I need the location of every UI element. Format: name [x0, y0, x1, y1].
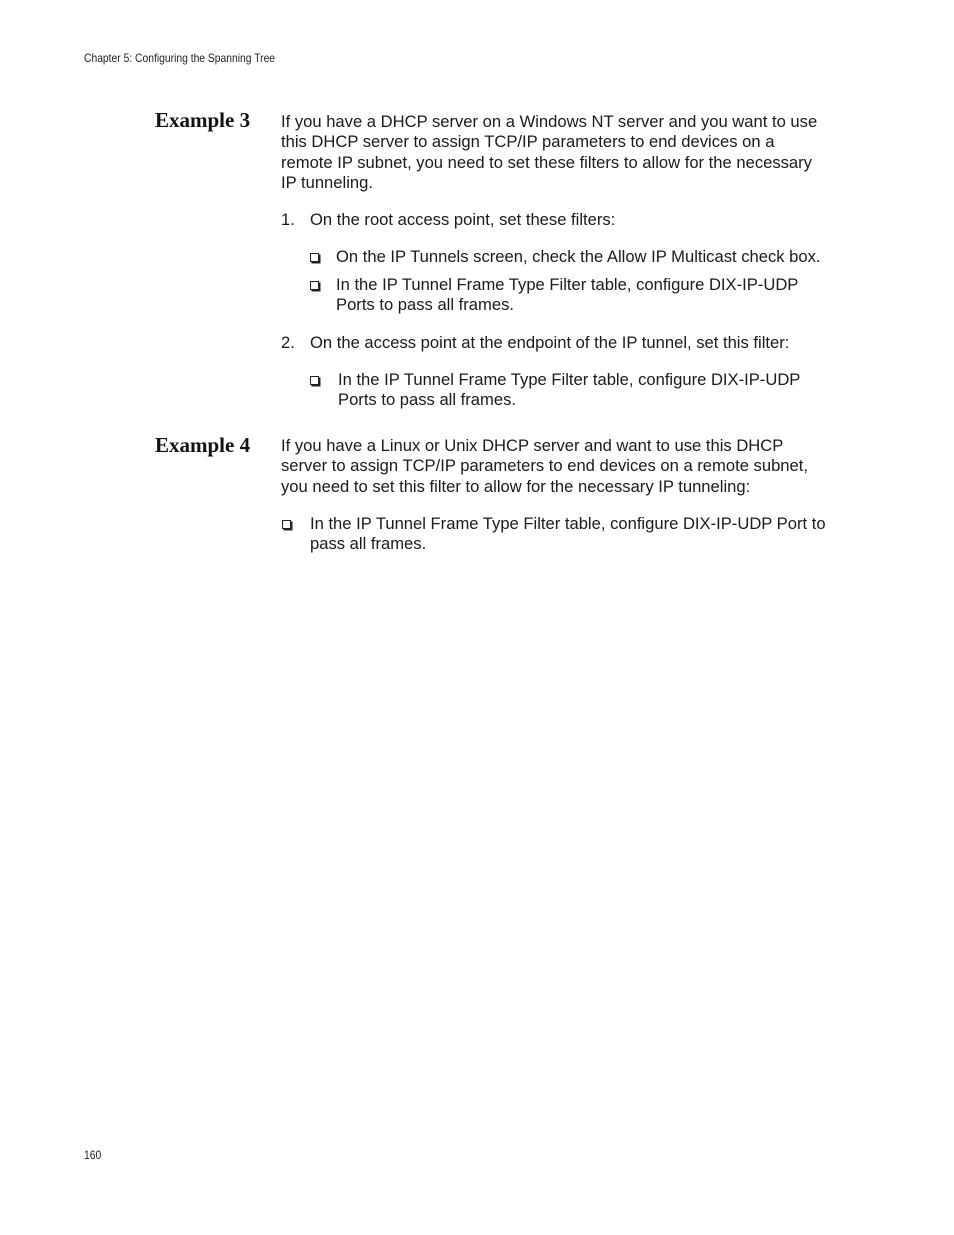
- step-2-number: 2.: [281, 333, 295, 352]
- text-line: remote IP subnet, you need to set these filters to allow for the necessary: [281, 152, 812, 172]
- example-3-intro: [281, 112, 817, 193]
- step-1-bullet-1: [336, 247, 821, 267]
- text-line: server to assign TCP/IP parameters to end devices on a remote subnet,: [281, 456, 808, 476]
- text-line: you need to set this filter to allow for the necessary IP tunneling:: [281, 476, 751, 496]
- text-line: Ports to pass all frames.: [338, 390, 516, 410]
- text-line: If you have a DHCP server on a Windows NT server and you want to use: [281, 112, 818, 131]
- step-1-text: [310, 210, 615, 230]
- checkbox-bullet-icon: [310, 281, 319, 290]
- example-4-bullet-1: [310, 514, 826, 555]
- checkbox-bullet-icon: [310, 376, 319, 385]
- running-head: Chapter 5: Configuring the Spanning Tree: [84, 51, 276, 65]
- checkbox-bullet-icon: [310, 253, 319, 262]
- page-number: 160: [84, 1148, 102, 1162]
- example-4-heading: Example 4: [155, 433, 251, 457]
- text-line: If you have a Linux or Unix DHCP server and want to use this DHCP: [281, 436, 784, 455]
- text-line: Ports to pass all frames.: [336, 295, 514, 315]
- step-1-bullet-2: [336, 275, 798, 316]
- example-4-intro: [281, 436, 808, 497]
- text-line: this DHCP server to assign TCP/IP parameters to end devices on a: [281, 132, 775, 152]
- step-2-text: [310, 333, 789, 353]
- text-line: pass all frames.: [310, 534, 427, 554]
- text-line: In the IP Tunnel Frame Type Filter table, configure DIX-IP-UDP: [336, 275, 799, 294]
- text-line: In the IP Tunnel Frame Type Filter table, configure DIX-IP-UDP Port to: [310, 514, 826, 533]
- text-line: On the access point at the endpoint of the IP tunnel, set this filter:: [310, 333, 790, 352]
- step-1-number: 1.: [281, 210, 295, 229]
- example-3-heading: Example 3: [155, 108, 251, 132]
- text-line: In the IP Tunnel Frame Type Filter table, configure DIX-IP-UDP: [338, 370, 801, 389]
- text-line: IP tunneling.: [281, 172, 373, 192]
- step-2-bullet-1: [338, 370, 800, 411]
- text-line: On the root access point, set these filters:: [310, 210, 616, 229]
- text-line: On the IP Tunnels screen, check the Allow IP Multicast check box.: [336, 247, 821, 266]
- checkbox-bullet-icon: [282, 520, 291, 529]
